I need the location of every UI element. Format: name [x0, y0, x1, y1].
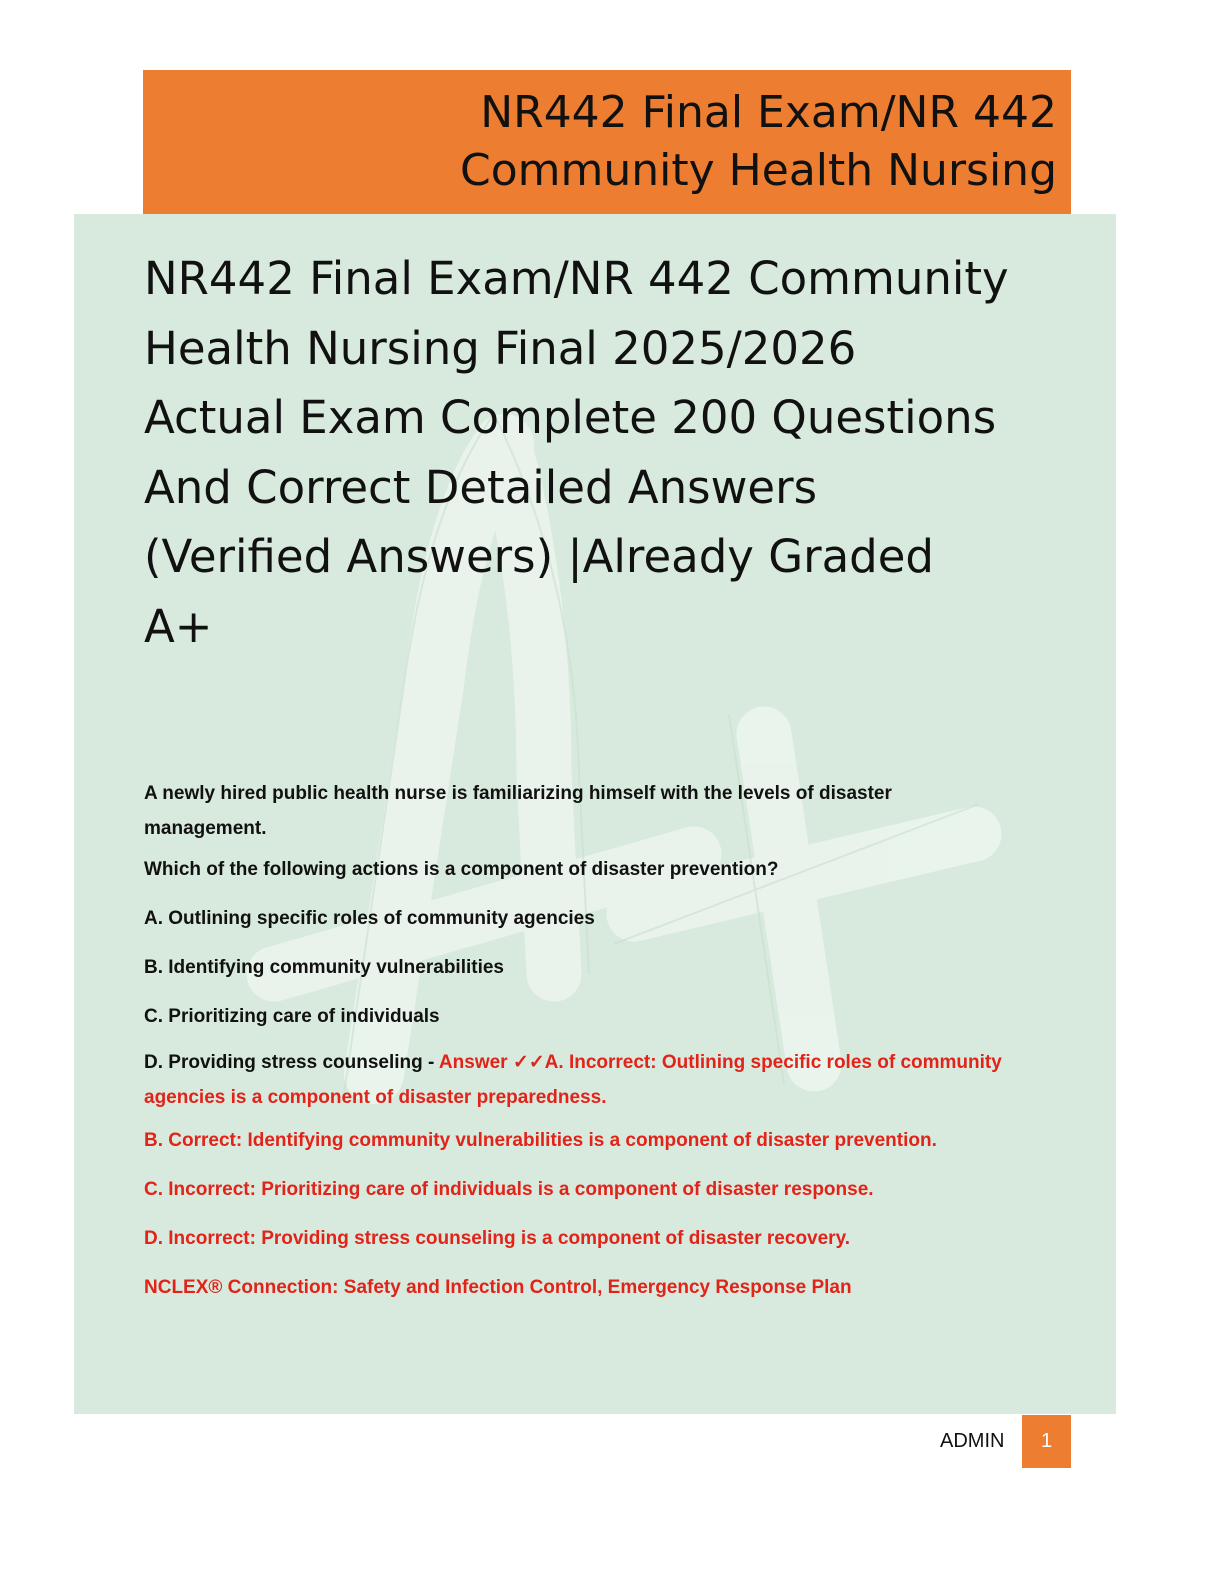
question-prompt: Which of the following actions is a component of disaster prevention? [144, 859, 779, 880]
title-line: And Correct Detailed Answers [144, 460, 818, 514]
answer-line1: Answer ✓✓A. Incorrect: Outlining specific roles of community [438, 1052, 1002, 1073]
title-line: A+ [144, 599, 213, 653]
header-band [143, 70, 1071, 214]
header-title-line1: NR442 Final Exam/NR 442 [480, 87, 1057, 138]
header-title-line2: Community Health Nursing [460, 145, 1057, 196]
answer-line2: agencies is a component of disaster preparedness. [144, 1087, 607, 1108]
option-b: B. Identifying community vulnerabilities [144, 957, 504, 978]
question-block [144, 776, 1084, 1300]
rationale-c: C. Incorrect: Prioritizing care of individuals is a component of disaster response. [144, 1179, 874, 1200]
question-stem [144, 776, 1084, 846]
header-title [460, 84, 1057, 200]
title-line: (Verified Answers) |Already Graded [144, 530, 934, 583]
nclex-connection: NCLEX® Connection: Safety and Infection Control, Emergency Response Plan [144, 1277, 852, 1298]
question-stem-line2: management. [144, 818, 267, 839]
option-a: A. Outlining specific roles of community agencies [144, 908, 595, 929]
page-number: 1 [1040, 1430, 1053, 1452]
question-stem-line1: A newly hired public health nurse is familiarizing himself with the levels of disaster [144, 783, 892, 804]
title-line: Actual Exam Complete 200 Questions [144, 391, 997, 444]
page-number-badge [1022, 1415, 1071, 1468]
document-title [144, 244, 1094, 661]
option-c: C. Prioritizing care of individuals [144, 1006, 440, 1027]
cover-panel [74, 214, 1116, 1414]
footer-author: ADMIN [940, 1430, 1005, 1452]
rationale-b: B. Correct: Identifying community vulnerabilities is a component of disaster prevention. [144, 1130, 937, 1151]
title-line: Health Nursing Final 2025/2026 [144, 321, 857, 375]
option-d: D. Providing stress counseling - [144, 1052, 439, 1073]
title-line: NR442 Final Exam/NR 442 Community [144, 252, 1009, 305]
rationale-d: D. Incorrect: Providing stress counseling is a component of disaster recovery. [144, 1228, 851, 1249]
option-d-with-answer [144, 1045, 1084, 1115]
